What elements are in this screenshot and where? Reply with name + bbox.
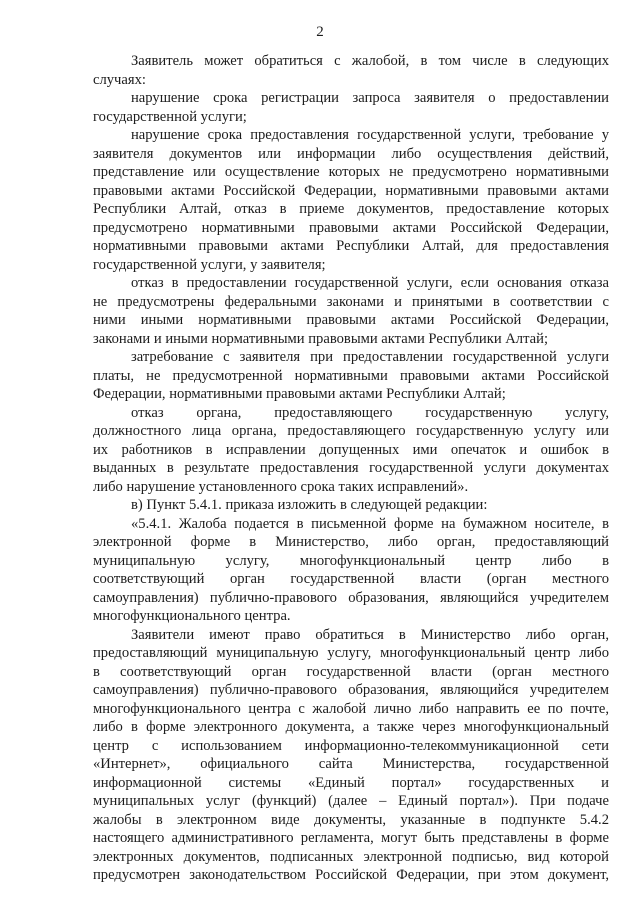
text-line: многофункционального центра. xyxy=(93,608,291,624)
text-line: государственной услуги; xyxy=(93,108,247,125)
text-line: жалобы в электронном виде документы, указанные в подпункте 5.4.2 xyxy=(93,811,609,828)
text-line: настоящего административного регламента, могут быть представлены в форме xyxy=(93,830,609,846)
text-line: законами и иными нормативными правовыми актами Республики Алтай; xyxy=(93,330,548,347)
text-line: Республики Алтай, отказ в приеме документов, предоставление которых xyxy=(93,201,609,217)
text-line: либо в форме электронного документа, а также через многофункциональный xyxy=(93,719,609,735)
text-line: заявителя документов или информации либо осуществления действий, xyxy=(93,145,609,162)
text-line: самоуправления) публично-правового образования, являющийся учредителем xyxy=(93,682,609,698)
text-line: государственной услуги, у заявителя; xyxy=(93,256,326,273)
text-line: выданных в результате предоставления государственной услуги документах xyxy=(93,460,609,476)
text-line: нарушение срока предоставления государственной услуги, требование у xyxy=(131,127,609,143)
text-line: Федерации, нормативными правовыми актами Республики Алтай; xyxy=(93,386,506,402)
text-line: затребование с заявителя при предоставлении государственной услуги xyxy=(131,349,609,365)
text-line: ними иными нормативными правовыми актами Российской Федерации, xyxy=(93,312,609,328)
text-line: платы, не предусмотренной нормативными правовыми актами Российской xyxy=(93,367,609,384)
text-line: либо нарушение установленного срока таких исправлений». xyxy=(93,478,469,495)
page-number: 2 xyxy=(316,24,324,40)
text-line: представление или осуществление которых не предусмотрено нормативными xyxy=(93,164,609,180)
text-line: Заявители имеют право обратиться в Министерство либо орган, xyxy=(131,626,609,643)
text-line: электронных документов, подписанных электронной подписью, вид которой xyxy=(93,848,609,865)
text-line: предусмотрено нормативными правовыми актами Российской Федерации, xyxy=(93,219,609,236)
text-line: отказ органа, предоставляющего государственную услугу, xyxy=(131,404,609,421)
text-line: правовыми актами Российской Федерации, нормативными правовыми актами xyxy=(93,182,609,199)
text-line: соответствующий орган государственной власти (орган местного xyxy=(93,571,609,587)
text-line: многофункционального центра с жалобой лично либо направить ее по почте, xyxy=(93,700,609,717)
text-line: информационной системы «Единый портал» государственных и xyxy=(93,774,609,791)
text-line: электронной форме в Министерство, либо орган, предоставляющий xyxy=(93,534,609,550)
text-line: в) Пункт 5.4.1. приказа изложить в следующей редакции: xyxy=(131,497,488,513)
text-line: нарушение срока регистрации запроса заявителя о предоставлении xyxy=(131,90,609,106)
document-body xyxy=(93,52,609,885)
text-line: отказ в предоставлении государственной услуги, если основания отказа xyxy=(131,275,609,291)
text-line: самоуправления) публично-правового образования, являющийся учредителем xyxy=(93,589,609,606)
text-line: муниципальную услугу, многофункциональный центр либо в xyxy=(93,552,609,569)
text-line: их работников в исправлении допущенных ими опечаток и ошибок в xyxy=(93,441,609,458)
text-line: «5.4.1. Жалоба подается в письменной форме на бумажном носителе, в xyxy=(131,515,609,532)
text-line: Заявитель может обратиться с жалобой, в том числе в следующих xyxy=(131,53,609,69)
text-line: центр с использованием информационно-телекоммуникационной сети xyxy=(93,737,609,754)
text-line: предусмотрен законодательством Российской Федерации, при этом документ, xyxy=(93,867,609,883)
text-line: случаях: xyxy=(93,71,146,88)
text-line: не предусмотрены федеральными законами и принятыми в соответствии с xyxy=(93,293,609,310)
text-line: в соответствующий орган государственной власти (орган местного xyxy=(93,663,609,680)
text-line: должностного лица органа, предоставляющего государственную услугу или xyxy=(93,423,609,439)
text-line: нормативными правовыми актами Республики Алтай, для предоставления xyxy=(93,238,609,254)
text-line: предоставляющий муниципальную услугу, многофункциональный центр либо xyxy=(93,645,609,661)
text-line: муниципальных услуг (функций) (далее – Единый портал»). При подаче xyxy=(93,793,609,809)
text-line: «Интернет», официального сайта Министерства, государственной xyxy=(93,756,609,772)
